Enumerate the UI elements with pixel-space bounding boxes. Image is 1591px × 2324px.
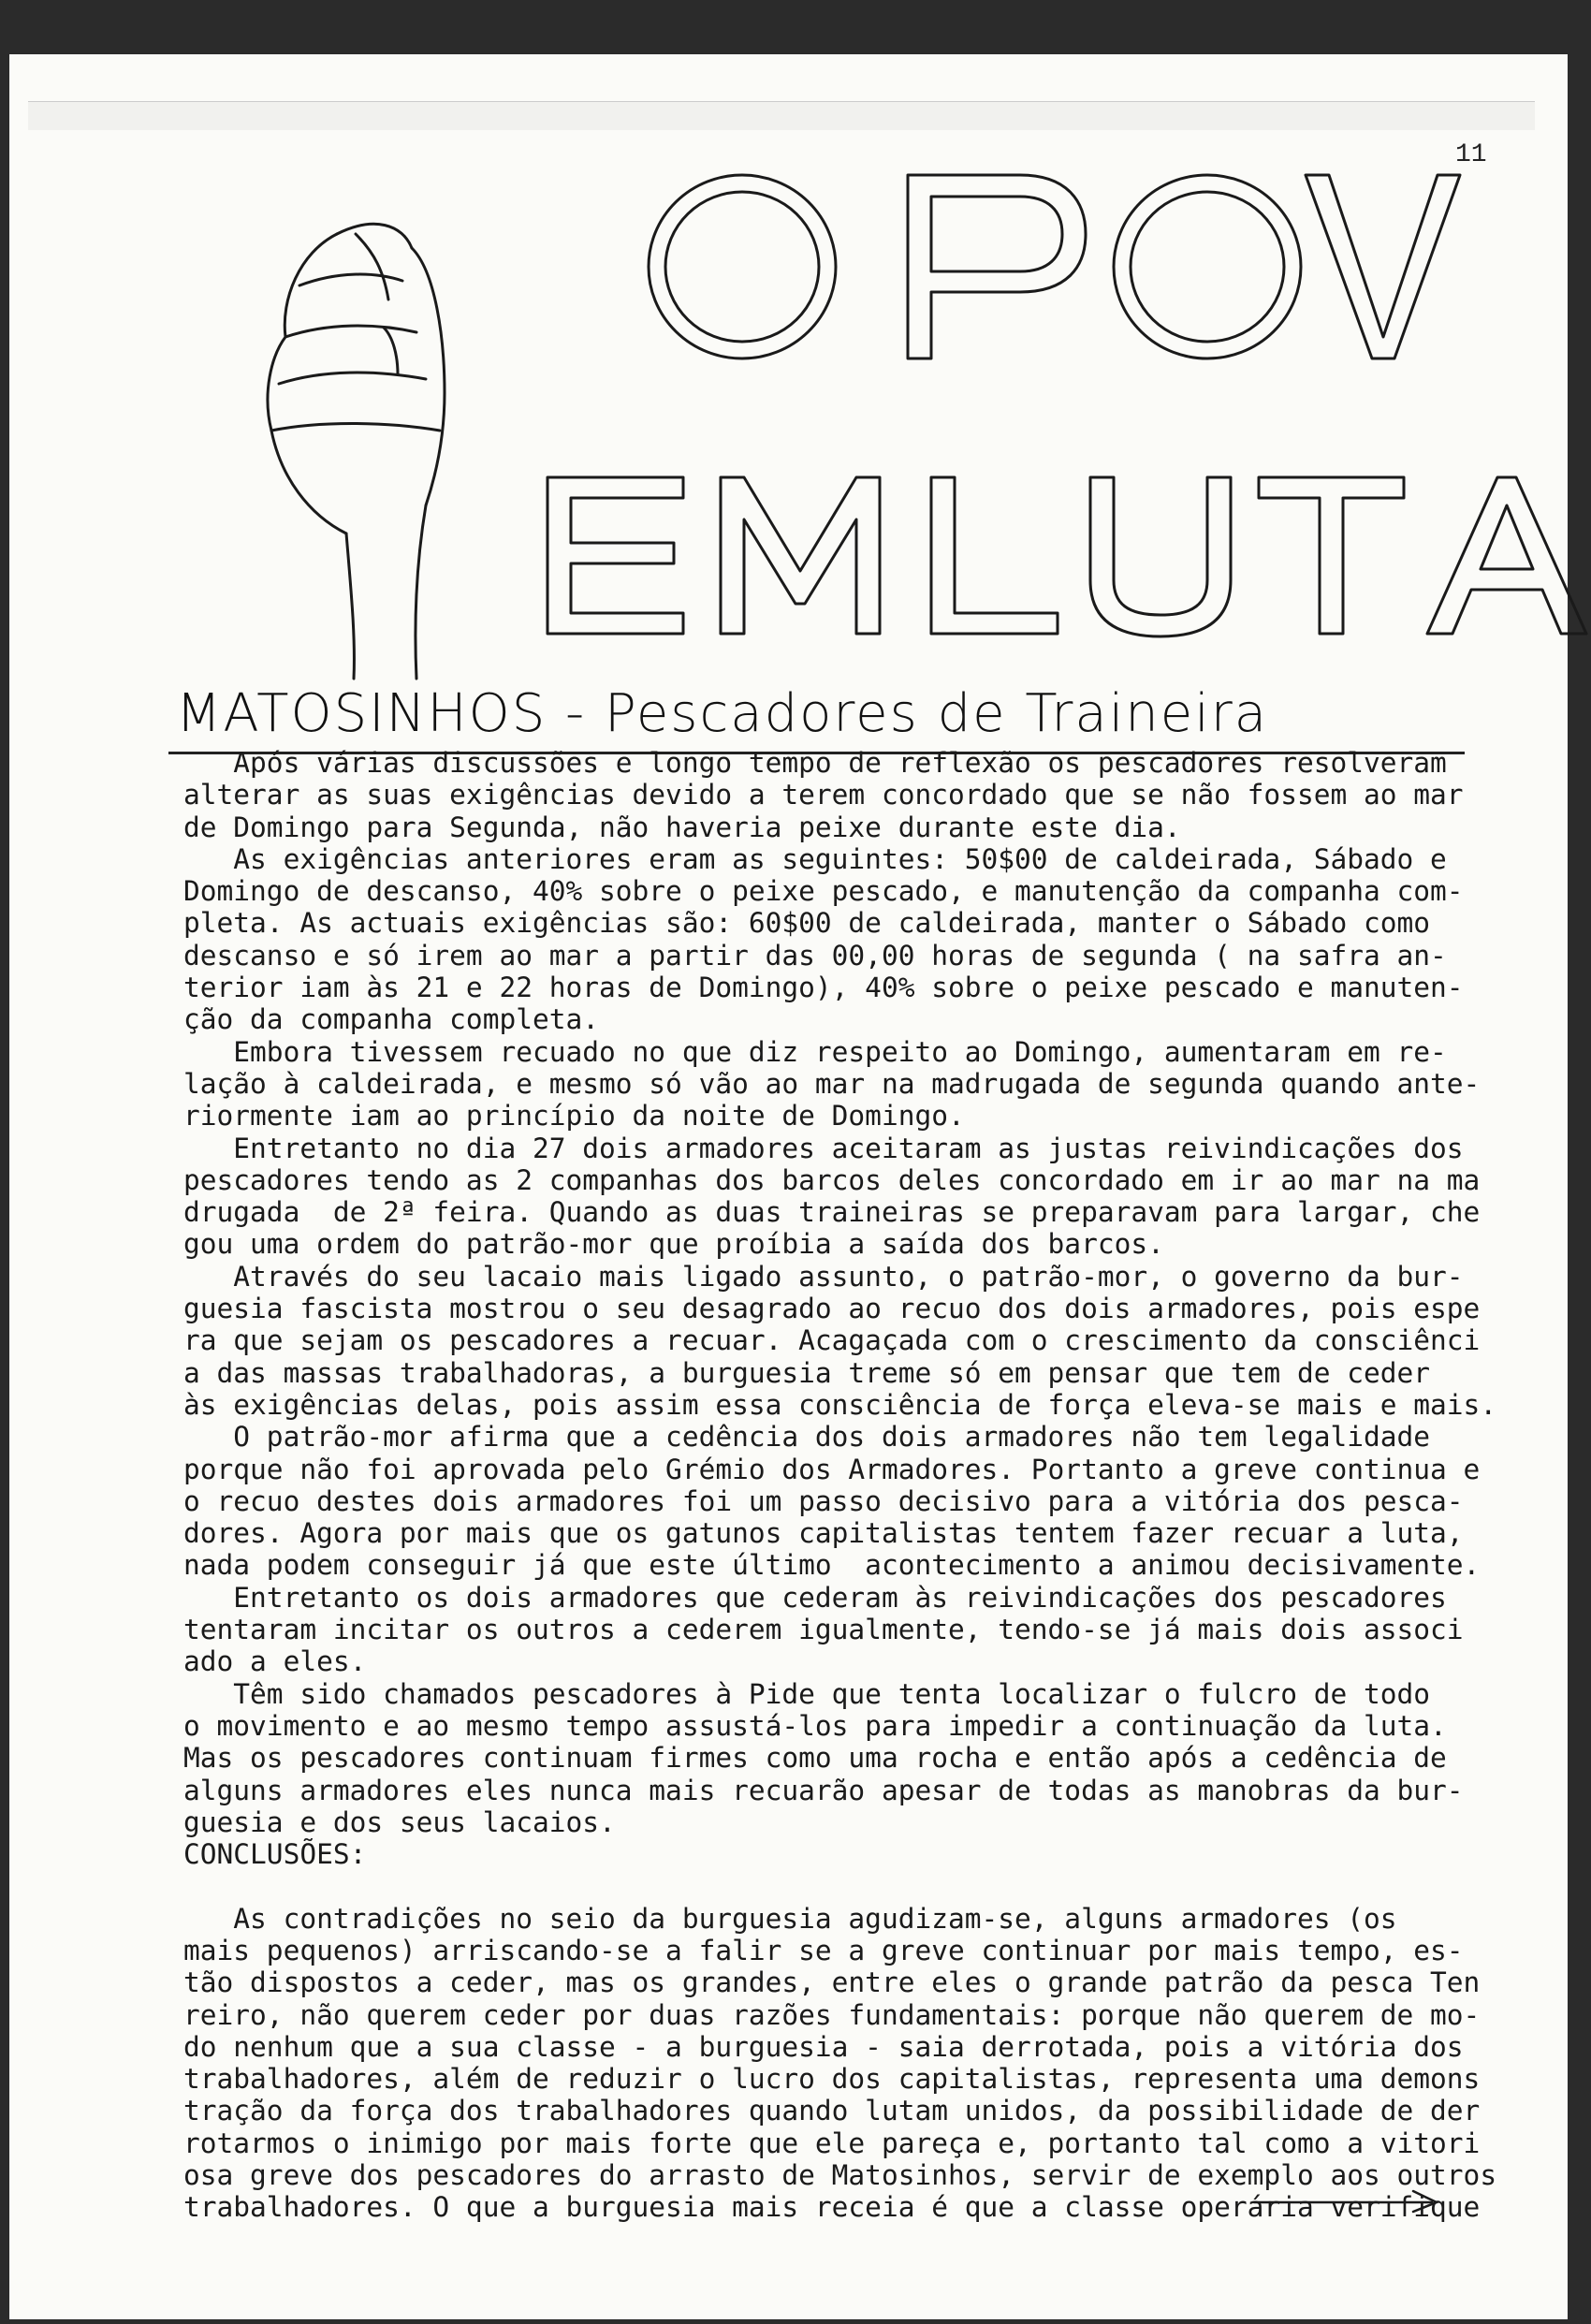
title-letter-a (1427, 477, 1586, 634)
body-line: de Domingo para Segunda, não haveria peixe durante este dia. (183, 811, 1181, 843)
body-line: Entretanto os dois armadores que cederam às reivindicações dos pescadores (183, 1581, 1447, 1614)
body-line: nada podem conseguir já que este último acontecimento a animou decisivamente. (183, 1549, 1481, 1582)
title-lettering (0, 0, 1591, 674)
body-line: terior iam às 21 e 22 horas de Domingo), 40% sobre o peixe pescado e manuten- (183, 972, 1464, 1004)
body-line: pleta. As actuais exigências são: 60$00 de caldeirada, manter o Sábado como (183, 907, 1431, 940)
title-letter-l (931, 477, 1058, 634)
body-line: Domingo de descanso, 40% sobre o peixe pescado, e manutenção da companha com- (183, 875, 1464, 908)
body-line: tão dispostos a ceder, mas os grandes, entre eles o grande patrão da pesca Ten (183, 1966, 1481, 1999)
body-line (183, 1870, 1484, 1902)
body-line: tentaram incitar os outros a cederem igualmente, tendo-se já mais dois associ (183, 1614, 1464, 1646)
body-line: trabalhadores. O que a burguesia mais receia é que a classe operária verifique (183, 2191, 1481, 2224)
body-line: porque não foi aprovada pelo Grémio dos Armadores. Portanto a greve continua e (183, 1453, 1481, 1485)
body-line: ra que sejam os pescadores a recuar. Acagaçada com o crescimento da consciênci (183, 1324, 1481, 1357)
body-line (183, 2224, 1484, 2256)
article-subtitle: MATOSINHOS - Pescadores de Traineira (176, 683, 1269, 744)
body-line: guesia e dos seus lacaios. (183, 1805, 616, 1838)
body-line: alguns armadores eles nunca mais recuarão apesar de todas as manobras da bur- (183, 1774, 1464, 1806)
title-letter-m (721, 477, 880, 634)
body-line: do nenhum que a sua classe - a burguesia - saia derrotada, pois a vitória dos (183, 2030, 1464, 2063)
body-line: lação à caldeirada, e mesmo só vão ao mar na madrugada de segunda quando ante- (183, 1067, 1481, 1100)
body-line: tração da força dos trabalhadores quando lutam unidos, da possibilidade de der (183, 2095, 1481, 2127)
body-line: Após várias discussões e longo tempo de reflexão os pescadores resolveram (183, 747, 1447, 779)
body-line: Através do seu lacaio mais ligado assunto, o patrão-mor, o governo da bur- (183, 1260, 1464, 1293)
body-line: O patrão-mor afirma que a cedência dos dois armadores não tem legalidade (183, 1421, 1431, 1454)
body-line: alterar as suas exigências devido a terem concordado que se não fossem ao mar (183, 779, 1464, 811)
title-letter-o-1 (649, 175, 836, 358)
body-line: osa greve dos pescadores do arrasto de Matosinhos, servir de exemplo aos outros (183, 2159, 1497, 2192)
section-heading-conclusoes: CONCLUSÕES: (183, 1838, 367, 1871)
body-line: reiro, não querem ceder por duas razões fundamentais: porque não querem de mo- (183, 1998, 1481, 2031)
title-letter-e (547, 477, 683, 634)
body-line: ção da companha completa. (183, 1003, 600, 1036)
title-letter-p (908, 175, 1086, 358)
title-letter-t (1259, 477, 1404, 634)
body-line: a das massas trabalhadoras, a burguesia treme só em pensar que tem de ceder (183, 1356, 1431, 1389)
body-line: As exigências anteriores eram as seguintes: 50$00 de caldeirada, Sábado e (183, 842, 1447, 875)
body-line: o recuo destes dois armadores foi um passo decisivo para a vitória dos pesca- (183, 1484, 1464, 1517)
continue-arrow-icon (1249, 2185, 1446, 2214)
title-letter-v (1306, 175, 1460, 358)
body-line: As contradições no seio da burguesia agudizam-se, alguns armadores (os (183, 1902, 1397, 1935)
body-line: mais pequenos) arriscando-se a falir se a greve continuar por mais tempo, es- (183, 1934, 1464, 1966)
body-line: ado a eles. (183, 1645, 367, 1678)
body-line: trabalhadores, além de reduzir o lucro dos capitalistas, representa uma demons (183, 2063, 1481, 2096)
body-line: dores. Agora por mais que os gatunos capitalistas tentem fazer recuar a luta, (183, 1517, 1464, 1550)
body-line: o movimento e ao mesmo tempo assustá-los para impedir a continuação da luta. (183, 1709, 1447, 1742)
body-line: gou uma ordem do patrão-mor que proíbia a saída dos barcos. (183, 1228, 1164, 1261)
page-number: 11 (1455, 140, 1487, 169)
body-line: descanso e só irem ao mar a partir das 00,00 horas de segunda ( na safra an- (183, 939, 1447, 972)
title-letter-u (1090, 477, 1231, 636)
title-letter-o-2 (1114, 175, 1301, 358)
article-body (183, 747, 1497, 2256)
body-line: Têm sido chamados pescadores à Pide que tenta localizar o fulcro de todo (183, 1677, 1431, 1710)
body-line: drugada de 2ª feira. Quando as duas traineiras se preparavam para largar, che (183, 1196, 1481, 1229)
body-line: pescadores tendo as 2 companhas dos barcos deles concordado em ir ao mar na ma (183, 1163, 1481, 1196)
body-line: rotarmos o inimigo por mais forte que ele pareça e, portanto tal como a vitori (183, 2127, 1481, 2159)
body-line: Embora tivessem recuado no que diz respeito ao Domingo, aumentaram em re- (183, 1035, 1447, 1068)
body-line: Entretanto no dia 27 dois armadores aceitaram as justas reivindicações dos (183, 1132, 1464, 1164)
body-line: às exigências delas, pois assim essa consciência de força eleva-se mais e mais. (183, 1388, 1497, 1421)
body-line: riormente iam ao princípio da noite de Domingo. (183, 1100, 965, 1133)
body-line: guesia fascista mostrou o seu desagrado ao recuo dos dois armadores, pois espe (183, 1293, 1481, 1325)
body-line: Mas os pescadores continuam firmes como uma rocha e então após a cedência de (183, 1742, 1447, 1775)
